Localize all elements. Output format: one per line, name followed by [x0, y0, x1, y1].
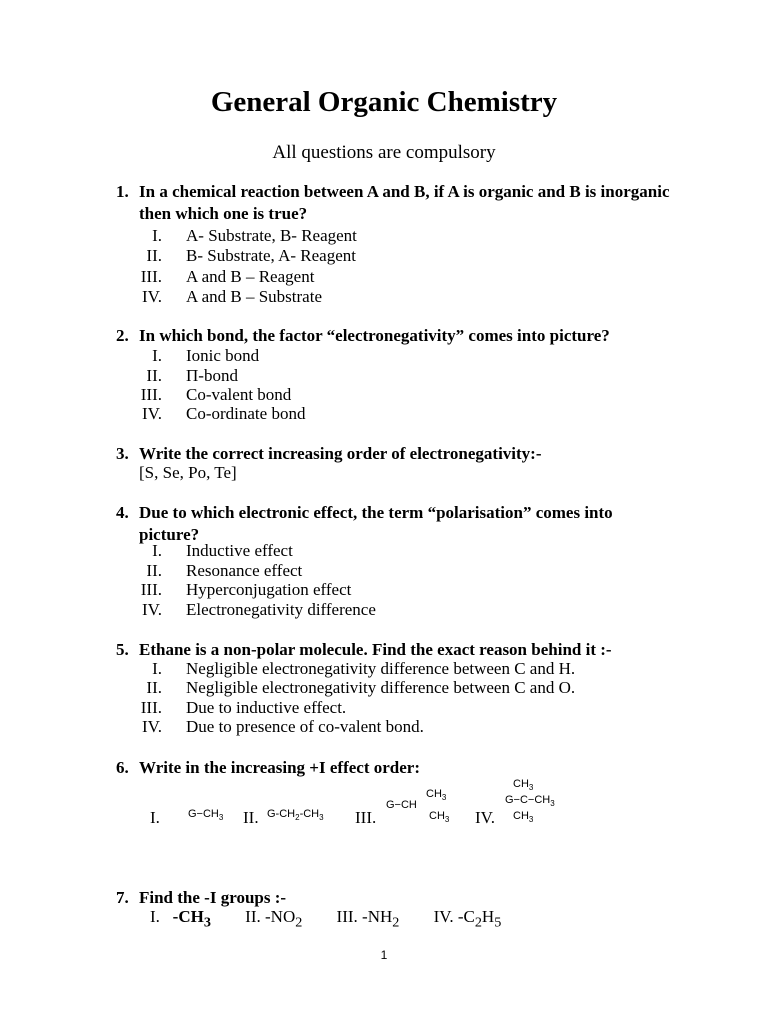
chem-text: $G-CH_2-CH_3$: [267, 808, 324, 823]
question-number: 2.: [116, 326, 129, 345]
question-number: 6.: [116, 758, 129, 777]
structure-2: [267, 808, 324, 822]
page-title: General Organic Chemistry: [210, 86, 558, 118]
option-number: I.: [152, 346, 162, 365]
option-text: Co-ordinate bond: [186, 404, 306, 423]
structure-4-mid: $G-C-CH_3$: [505, 794, 555, 809]
option-number: IV.: [142, 600, 162, 619]
question-text: In a chemical reaction between A and B, if A is organic and B is inorganic then which one is true?: [139, 182, 670, 223]
option-number: II.: [245, 907, 261, 926]
page-subtitle: All questions are compulsory: [272, 142, 496, 163]
question-text: Write in the increasing +I effect order:: [139, 758, 420, 777]
option-text: Due to presence of co-valent bond.: [186, 717, 424, 736]
option-text: Π-bond: [186, 366, 238, 385]
option-number: III.: [140, 385, 162, 404]
option-number: IV.: [142, 717, 162, 736]
option-text: Co-valent bond: [186, 385, 292, 404]
chem-text: $G-CH_3$: [188, 808, 224, 823]
question-number: 3.: [116, 444, 129, 463]
group-option-3: III. $-NH_2$: [336, 907, 400, 931]
option-text: Hyperconjugation effect: [186, 580, 352, 599]
option-text: Electronegativity difference: [186, 600, 376, 619]
option-text: Resonance effect: [186, 561, 303, 580]
structure-4-bottom: $CH_3$: [513, 810, 534, 825]
question-1: [116, 181, 676, 225]
option-number: I.: [152, 659, 162, 678]
group-option-4: IV. $-C_2H_5$: [433, 907, 502, 931]
group-option-2: II. $-NO_2$: [245, 907, 303, 931]
structure-1: [188, 808, 223, 822]
option-number: III.: [140, 698, 162, 717]
structure-label-2: II.: [243, 808, 259, 827]
option-number: III.: [140, 267, 162, 286]
option-number: I.: [150, 907, 160, 926]
option-number: I.: [152, 226, 162, 245]
question-number: 4.: [116, 503, 129, 522]
question-number: 5.: [116, 640, 129, 659]
question-3: [116, 443, 716, 465]
option-number: IV.: [433, 907, 454, 926]
structure-3-top: $CH_3$: [426, 788, 447, 803]
option-text: Negligible electronegativity difference between C and O.: [186, 678, 576, 697]
question-2: [116, 325, 716, 347]
option-text: Ionic bond: [186, 346, 260, 365]
page-number: 1: [380, 948, 388, 962]
option-text: Due to inductive effect.: [186, 698, 347, 717]
question-text: Find the -I groups :-: [139, 888, 287, 907]
structure-label-1: I.: [150, 808, 160, 827]
option-number: II.: [146, 366, 162, 385]
question-5: [116, 639, 716, 661]
option-text: $-CH_3$: [172, 907, 211, 931]
structure-label-3: III.: [355, 808, 377, 827]
option-number: III.: [140, 580, 162, 599]
question-text: Ethane is a non-polar molecule. Find the exact reason behind it :-: [139, 640, 612, 659]
structure-label-4: IV.: [475, 808, 495, 827]
question-text: In which bond, the factor “electronegativity” comes into picture?: [139, 326, 610, 345]
option-number: I.: [152, 541, 162, 560]
structure-3-main: G−CH: [386, 799, 417, 811]
option-number: II.: [146, 246, 162, 265]
option-text: A and B – Substrate: [186, 287, 322, 306]
option-text: A- Substrate, B- Reagent: [186, 226, 357, 245]
option-number: IV.: [142, 287, 162, 306]
structure-3-bottom: $CH_3$: [429, 810, 450, 825]
element-list: [S, Se, Po, Te]: [139, 463, 237, 482]
option-number: IV.: [142, 404, 162, 423]
structure-4-top: $CH_3$: [513, 778, 534, 793]
option-text: B- Substrate, A- Reagent: [186, 246, 356, 265]
option-number: II.: [146, 678, 162, 697]
question-text: Due to which electronic effect, the term “polarisation” comes into picture?: [139, 503, 613, 544]
question-text: Write the correct increasing order of electronegativity:-: [139, 444, 542, 463]
option-number: II.: [146, 561, 162, 580]
option-number: III.: [336, 907, 358, 926]
question-6: [116, 757, 716, 779]
group-option-1: [150, 907, 211, 931]
question-number: 7.: [116, 888, 129, 907]
option-text: Negligible electronegativity difference between C and H.: [186, 659, 576, 678]
option-text: A and B – Reagent: [186, 267, 315, 286]
question-7: [116, 887, 716, 909]
question-number: 1.: [116, 182, 129, 201]
question-4: [116, 502, 656, 546]
group-options: [150, 907, 531, 931]
option-text: Inductive effect: [186, 541, 293, 560]
